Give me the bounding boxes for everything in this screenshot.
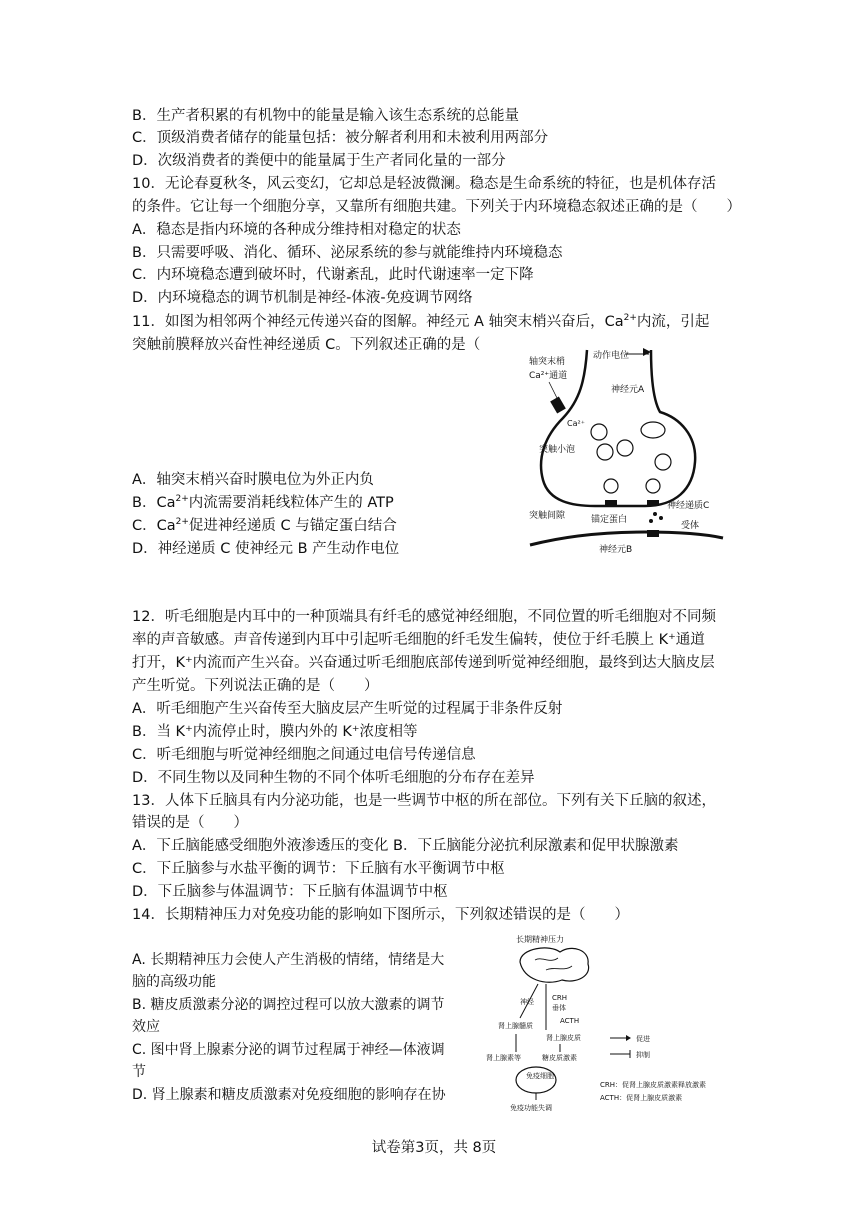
mitochondrion-icon bbox=[641, 422, 665, 438]
q11-stem-line2: 突触前膜释放兴奋性神经递质 C。下列叙述正确的是（ bbox=[132, 337, 481, 353]
q14-stem: 14．长期精神压力对免疫功能的影响如下图所示，下列叙述错误的是（ ） bbox=[132, 907, 629, 923]
q14-option-a-line2: 脑的高级功能 bbox=[132, 974, 216, 990]
q11-optb-pre: B．Ca bbox=[132, 495, 176, 511]
fig-medulla: 肾上腺髓质 bbox=[498, 1022, 533, 1030]
q9-option-b: B．生产者积累的有机物中的能量是输入该生态系统的总能量 bbox=[132, 108, 519, 124]
q11-stem-part1: 11．如图为相邻两个神经元传递兴奋的图解。神经元 A 轴突末梢兴奋后，Ca bbox=[132, 314, 624, 330]
label-ca-channel: Ca²⁺通道 bbox=[529, 371, 568, 381]
q11-optb-sup: 2+ bbox=[175, 494, 189, 505]
label-neuron-a: 神经元A bbox=[611, 385, 645, 395]
q12-option-a: A．听毛细胞产生兴奋传至大脑皮层产生听觉的过程属于非条件反射 bbox=[132, 701, 563, 717]
fig-epinephrine: 肾上腺素等 bbox=[486, 1054, 521, 1062]
ca-channel-icon bbox=[550, 396, 566, 413]
q10-option-a: A．稳态是指内环境的各种成分维持相对稳定的状态 bbox=[132, 222, 461, 238]
q11-stem-line1 bbox=[132, 312, 709, 332]
fig-title: 长期精神压力 bbox=[516, 935, 564, 944]
q10-stem-line2: 的条件。它让每一个细胞分享，又靠所有细胞共建。下列关于内环境稳态叙述正确的是（ ） bbox=[132, 199, 741, 215]
immune-cell-icon bbox=[516, 1067, 556, 1093]
q11-option-a: A．轴突末梢兴奋时膜电位为外正内负 bbox=[132, 472, 374, 488]
vesicle-2 bbox=[617, 440, 633, 456]
vesicle-4 bbox=[655, 454, 671, 470]
q13-stem-line2: 错误的是（ ） bbox=[132, 815, 248, 831]
vesicle-1 bbox=[591, 424, 607, 440]
page-footer: 试卷第3页，共 8页 bbox=[371, 1140, 497, 1156]
fig-glucocorticoid: 糖皮质激素 bbox=[542, 1054, 577, 1062]
q12-option-b: B．当 K⁺内流停止时，膜内外的 K⁺浓度相等 bbox=[132, 724, 418, 740]
q12-option-d: D．不同生物以及同种生物的不同个体听毛细胞的分布存在差异 bbox=[132, 770, 535, 786]
label-neuron-b: 神经元B bbox=[599, 545, 633, 555]
fig-pituitary: 垂体 bbox=[552, 1004, 566, 1012]
q11-option-b bbox=[132, 493, 394, 513]
stress-immune-figure bbox=[480, 930, 740, 1112]
q11-option-c bbox=[132, 516, 397, 536]
q13-option-ab: A．下丘脑能感受细胞外液渗透压的变化 B．下丘脑能分泌抗利尿激素和促甲状腺激素 bbox=[132, 838, 679, 854]
q10-option-b: B．只需要呼吸、消化、循环、泌尿系统的参与就能维持内环境稳态 bbox=[132, 245, 563, 261]
label-anchor: 锚定蛋白 bbox=[591, 515, 628, 525]
q14-option-b-line2: 效应 bbox=[132, 1019, 160, 1035]
q11-stem-part2: 内流，引起 bbox=[636, 314, 710, 330]
legend-promote: 促进 bbox=[636, 1035, 650, 1043]
synapse-figure bbox=[525, 340, 725, 555]
fig-cortex: 肾上腺皮质 bbox=[546, 1034, 581, 1042]
note-acth: ACTH：促肾上腺皮质激素 bbox=[600, 1094, 683, 1102]
q10-option-c: C．内环境稳态遭到破坏时，代谢紊乱，此时代谢速率一定下降 bbox=[132, 267, 534, 283]
anchor-protein-icon-2 bbox=[647, 500, 659, 506]
q14-option-c-line1: C. 图中肾上腺素分泌的调节过程属于神经—体液调 bbox=[132, 1042, 445, 1058]
q9-option-c: C．顶级消费者储存的能量包括：被分解者利用和未被利用两部分 bbox=[132, 130, 549, 146]
q11-optc-post: 促进神经递质 C 与锚定蛋白结合 bbox=[188, 518, 397, 534]
fig-result: 免疫功能失调 bbox=[510, 1104, 552, 1112]
q14-option-b-line1: B. 糖皮质激素分泌的调控过程可以放大激素的调节 bbox=[132, 997, 445, 1013]
label-ca: Ca²⁺ bbox=[567, 419, 585, 428]
neuron-b-membrane bbox=[530, 532, 723, 545]
q9-option-d: D．次级消费者的粪便中的能量属于生产者同化量的一部分 bbox=[132, 153, 506, 169]
q14-option-a-line1: A. 长期精神压力会使人产生消极的情绪，情绪是大 bbox=[132, 952, 445, 968]
fig-immune-cell: 免疫细胞 bbox=[526, 1072, 554, 1080]
vesicle-3 bbox=[597, 444, 613, 460]
fig-acth: ACTH bbox=[560, 1017, 580, 1025]
q10-option-d: D．内环境稳态的调节机制是神经-体液-免疫调节网络 bbox=[132, 290, 473, 306]
q12-stem-line4: 产生听觉。下列说法正确的是（ ） bbox=[132, 678, 379, 694]
q11-option-d: D．神经递质 C 使神经元 B 产生动作电位 bbox=[132, 541, 400, 557]
fig-crh: CRH bbox=[552, 994, 568, 1002]
q11-stem-sup: 2+ bbox=[623, 313, 637, 324]
legend-inhibit: 抑制 bbox=[636, 1051, 650, 1059]
q14-option-c-line2: 节 bbox=[132, 1064, 146, 1080]
q13-stem-line1: 13．人体下丘脑具有内分泌功能，也是一些调节中枢的所在部位。下列有关下丘脑的叙述， bbox=[132, 793, 716, 809]
q11-optb-post: 内流需要消耗线粒体产生的 ATP bbox=[188, 495, 394, 511]
brain-icon bbox=[520, 948, 589, 982]
anchor-protein-icon bbox=[605, 500, 617, 506]
q11-optc-pre: C．Ca bbox=[132, 518, 176, 534]
fig-nerve: 神经 bbox=[520, 998, 534, 1006]
q14-option-d-line1: D. 肾上腺素和糖皮质激素对免疫细胞的影响存在协 bbox=[132, 1087, 446, 1103]
q11-optc-sup: 2+ bbox=[175, 517, 189, 528]
q12-stem-line3: 打开，K⁺内流而产生兴奋。兴奋通过听毛细胞底部传递到听觉神经细胞，最终到达大脑皮层 bbox=[132, 655, 715, 671]
q12-stem-line1: 12．听毛细胞是内耳中的一种顶端具有纤毛的感觉神经细胞，不同位置的听毛细胞对不同频 bbox=[132, 609, 716, 625]
label-axon-end: 轴突末梢 bbox=[529, 357, 566, 367]
label-action-potential: 动作电位 bbox=[593, 351, 630, 361]
q12-option-c: C．听毛细胞与听觉神经细胞之间通过电信号传递信息 bbox=[132, 747, 476, 763]
docked-vesicle-1 bbox=[604, 479, 618, 493]
label-transmitter: 神经递质C bbox=[667, 501, 710, 511]
q13-option-c: C．下丘脑参与水盐平衡的调节：下丘脑有水平衡调节中枢 bbox=[132, 861, 505, 877]
q13-option-d: D．下丘脑参与体温调节：下丘脑有体温调节中枢 bbox=[132, 884, 448, 900]
label-vesicle: 突触小泡 bbox=[539, 445, 576, 455]
docked-vesicle-2 bbox=[646, 479, 660, 493]
label-receptor: 受体 bbox=[681, 521, 700, 531]
q12-stem-line2: 率的声音敏感。声音传递到内耳中引起听毛细胞的纤毛发生偏转，使位于纤毛膜上 K⁺通道 bbox=[132, 632, 705, 648]
note-crh: CRH：促肾上腺皮质激素释放激素 bbox=[600, 1081, 707, 1089]
receptor-icon bbox=[647, 530, 659, 537]
label-cleft: 突触间隙 bbox=[529, 511, 566, 521]
q10-stem-line1: 10．无论春夏秋冬，风云变幻，它却总是轻波微澜。稳态是生命系统的特征，也是机体存活 bbox=[132, 176, 716, 192]
